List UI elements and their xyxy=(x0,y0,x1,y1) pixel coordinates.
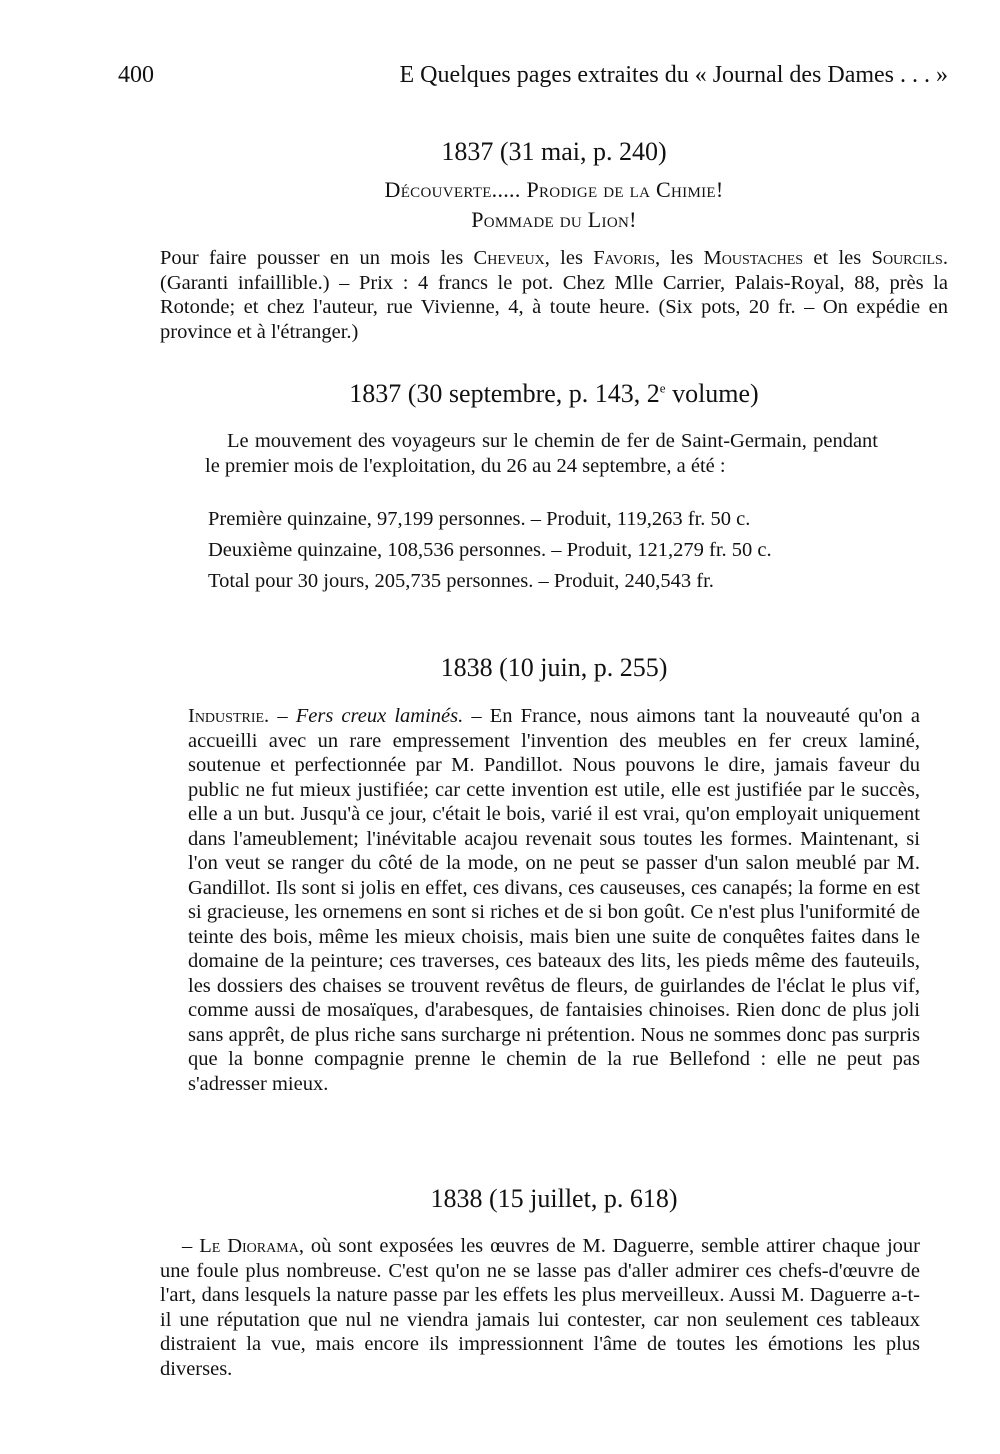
diorama-paragraph: – Le Diorama, où sont exposées les œuvres de M. Daguerre, semble attirer chaque jour une foule plus nombreuse. C'est qu'on ne se lasse pas d'aller admirer ces chefs-d'œuvre de l'art, dans lesquels la nature passe par les effets les plus merveilleux. Aussi M. Daguerre a-t-il une réputation que nul ne viendra jamais lui contester, car non seulement ces tableaux distraient la vue, mais encore ils impressionnent l'âme de toutes les émotions les plus diverses. xyxy=(160,1235,921,1380)
advert-paragraph: Pour faire pousser en un mois les Cheveux, les Favoris, les Moustaches et les Sourcils. (Garanti infaillible.) – Prix : 4 francs le pot. Chez Mlle Carrier, Palais-Royal, 88, près la Rotonde; et chez l'auteur, rue Vivienne, 4, à toute heure. (Six pots, 20 fr. – On expédie en province et à l'étranger.) xyxy=(160,247,948,343)
label-diorama: Le Diorama xyxy=(199,1235,299,1257)
page-header xyxy=(118,62,948,98)
term-moustaches: Moustaches xyxy=(703,247,804,269)
term-sourcils: Sourcils xyxy=(871,247,943,269)
section-heading-1837-septembre: 1837 (30 septembre, p. 143, 2e volume) xyxy=(349,379,759,408)
term-favoris: Favoris xyxy=(593,247,655,269)
section-heading-1837-mai xyxy=(160,136,948,168)
label-industrie: Industrie. xyxy=(188,705,270,727)
running-head: E Quelques pages extraites du « Journal des Dames . . . » xyxy=(399,62,948,88)
railway-line-1: Première quinzaine, 97,199 personnes. – Produit, 119,263 fr. 50 c. xyxy=(208,508,751,530)
railway-line-2: Deuxième quinzaine, 108,536 personnes. – Produit, 121,279 fr. 50 c. xyxy=(208,539,772,561)
page-number: 400 xyxy=(118,62,154,88)
industrie-paragraph: Industrie. – Fers creux laminés. – En France, nous aimons tant la nouveauté qu'on a accueilli avec un rare empressement l'invention des meubles en fer creux laminé, soutenue et perfectionnée par M. Pandillot. Nous pouvons le dire, jamais faveur du public ne fut mieux justifiée; car cette invention est utile, elle est justifiée par le succès, elle a un but. Jusqu'à ce jour, c'était le bois, varié il est vrai, qu'on employait uniquement dans l'ameublement; l'inévitable acajou revenait sous toutes les formes. Maintenant, si l'on veut se ranger du côté de la mode, on ne peut se passer d'un salon meublé par M. Gandillot. Ils sont si jolis en effet, ces divans, ces causeuses, ces canapés; la forme en est si gracieuse, les ornemens en sont si riches et de si bon goût. Ce n'est plus l'uniformité de teinte des bois, même les mieux choisis, mais bien une suite de conquêtes faites dans le domaine de la peinture; ces traverses, ces bateaux des lits, les pieds même des fauteuils, les dossiers des chaises se trouvent revêtus de fleurs, de guirlandes de l'éclat le plus vif, comme aussi de mosaïques, d'arabesques, de fantaisies chinoises. Rien donc de plus joli sans apprêt, de plus riche sans surcharge ni prétention. Nous ne sommes donc pas surpris que la bonne compagnie prenne le chemin de la rue Bellefond : elle ne peut pas s'adresser mieux. xyxy=(188,705,921,1095)
headline-decouverte: Découverte..... Prodige de la Chimie! xyxy=(384,177,724,202)
railway-line-3: Total pour 30 jours, 205,735 personnes. – Produit, 240,543 fr. xyxy=(208,570,714,592)
term-cheveux: Cheveux xyxy=(473,247,545,269)
section-heading-1838-juillet: 1838 (15 juillet, p. 618) xyxy=(430,1184,678,1213)
italic-fers-creux: Fers creux laminés. xyxy=(295,705,464,727)
railway-intro: Le mouvement des voyageurs sur le chemin de fer de Saint-Germain, pendant le premier mois de l'exploitation, du 26 au 24 septembre, a été : xyxy=(205,430,878,477)
heading-text: 1837 (31 mai, p. 240) xyxy=(441,137,667,166)
superscript-e: e xyxy=(659,380,666,396)
section-heading-1838-juin: 1838 (10 juin, p. 255) xyxy=(440,653,668,682)
headline-pommade: Pommade du Lion! xyxy=(471,207,637,232)
